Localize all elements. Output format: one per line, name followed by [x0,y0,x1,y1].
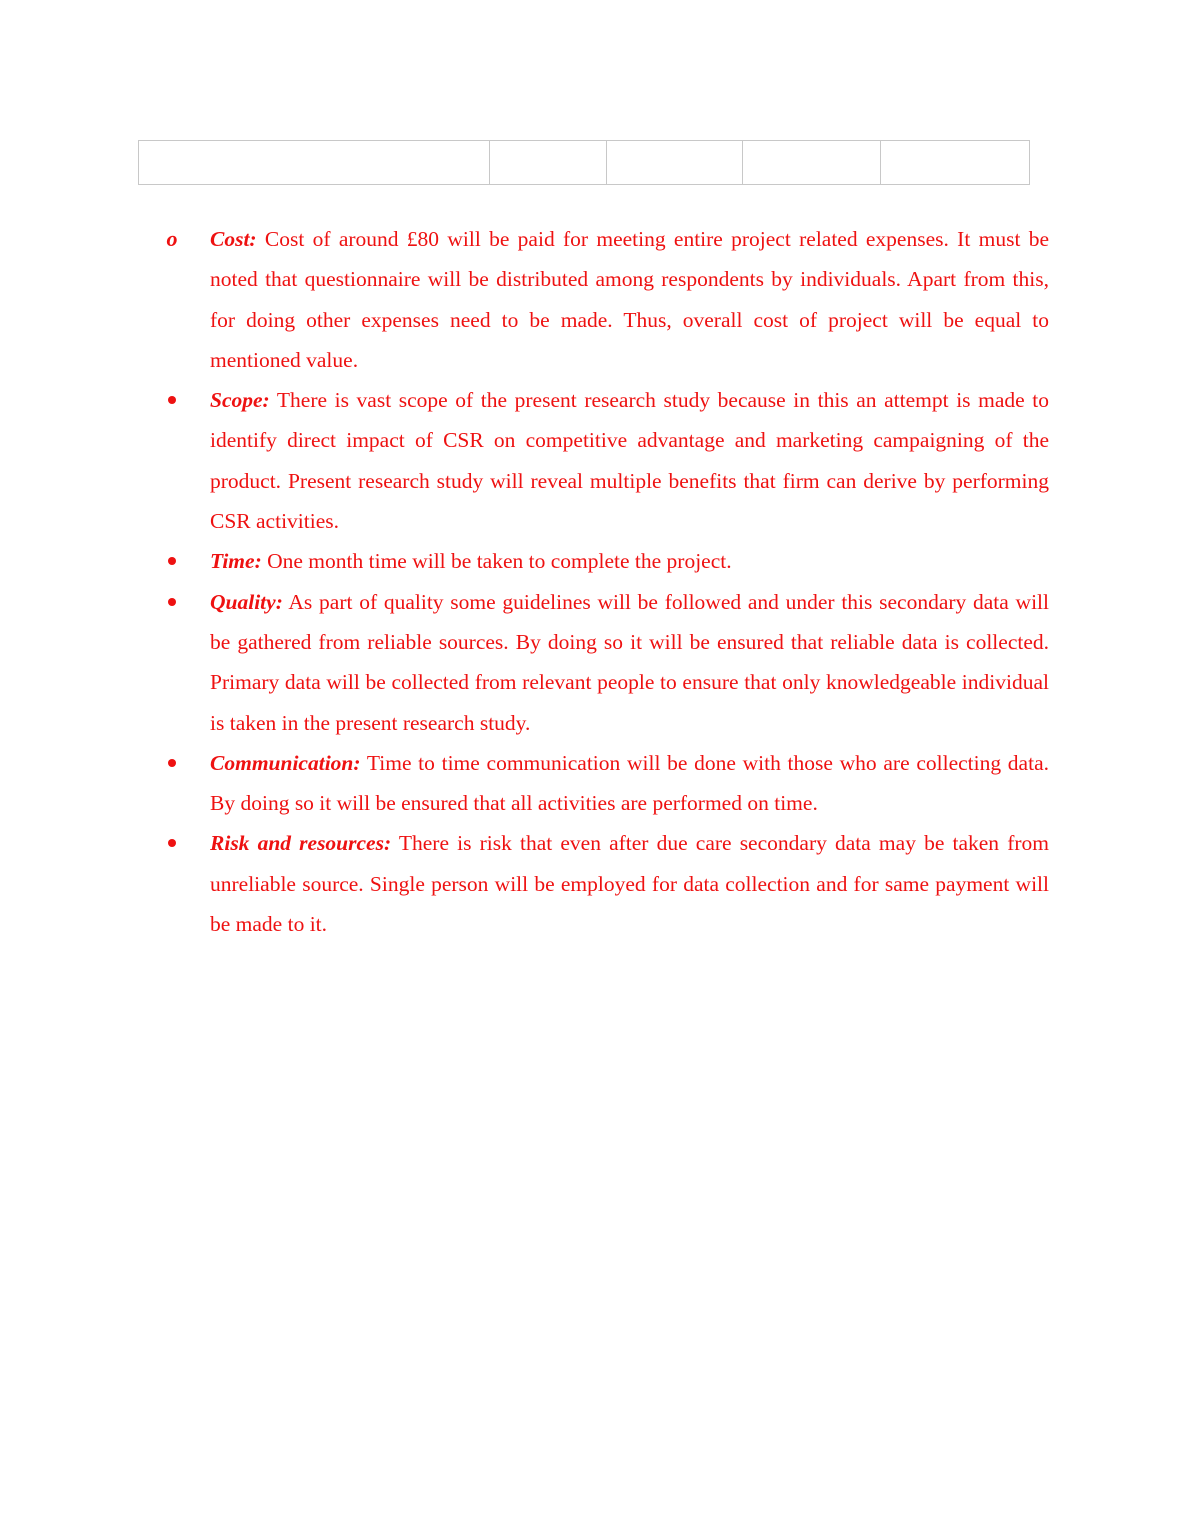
item-term: Scope: [210,388,270,413]
item-text: There is vast scope of the present research study because in this an attempt is made to identify direct impact of CSR on competitive advantage and marketing campaigning of the product. Present research study will reveal multiple benefits that firm can derive by performing CSR activities. [210,388,1049,534]
list-item-quality [162,582,1049,743]
item-term: Communication: [210,750,361,775]
item-text: Time to time communication will be done with those who are collecting data. By doing so it will be ensured that all activities are performed on time. [210,750,1049,816]
circle-bullet-icon: o [166,226,178,251]
item-text: As part of quality some guidelines will be followed and under this secondary data will be gathered from reliable sources. By doing so it will be ensured that reliable data is collected. Primary data will be collected from relevant people to ensure that only knowledgeable individual is taken in the present research study. [210,589,1049,735]
table-cell [881,141,1030,185]
project-constraints-list [162,219,1049,944]
bullet-dot-icon [162,743,182,767]
item-term: Time: [210,549,262,574]
list-item-cost [162,219,1049,380]
bullet-dot-icon [162,541,182,565]
bullet-dot-icon [162,823,182,847]
item-term: Quality: [210,589,283,614]
list-item-communication [162,743,1049,824]
item-term: Risk and resources: [210,831,392,856]
bullet-dot-icon [162,380,182,404]
table-cell [139,141,490,185]
table-row [139,141,1030,185]
item-term: Cost: [210,227,257,251]
list-item-time [162,541,1049,581]
list-item-scope [162,380,1049,541]
item-text: There is risk that even after due care secondary data may be taken from unreliable source. Single person will be employed for data collection and for same payment will be made to it. [210,831,1049,937]
item-text: Cost of around £80 will be paid for meeting entire project related expenses. It must be noted that questionnaire will be distributed among respondents by individuals. Apart from this, for doing other expenses need to be made. Thus, overall cost of project will be equal to mentioned value. [210,227,1049,372]
list-item-risk-and-resources [162,823,1049,944]
table-cell [490,141,607,185]
bullet-dot-icon [162,582,182,606]
item-text: One month time will be taken to complete the project. [261,549,732,574]
empty-table [138,140,1030,185]
table-cell [607,141,743,185]
table-cell [743,141,881,185]
